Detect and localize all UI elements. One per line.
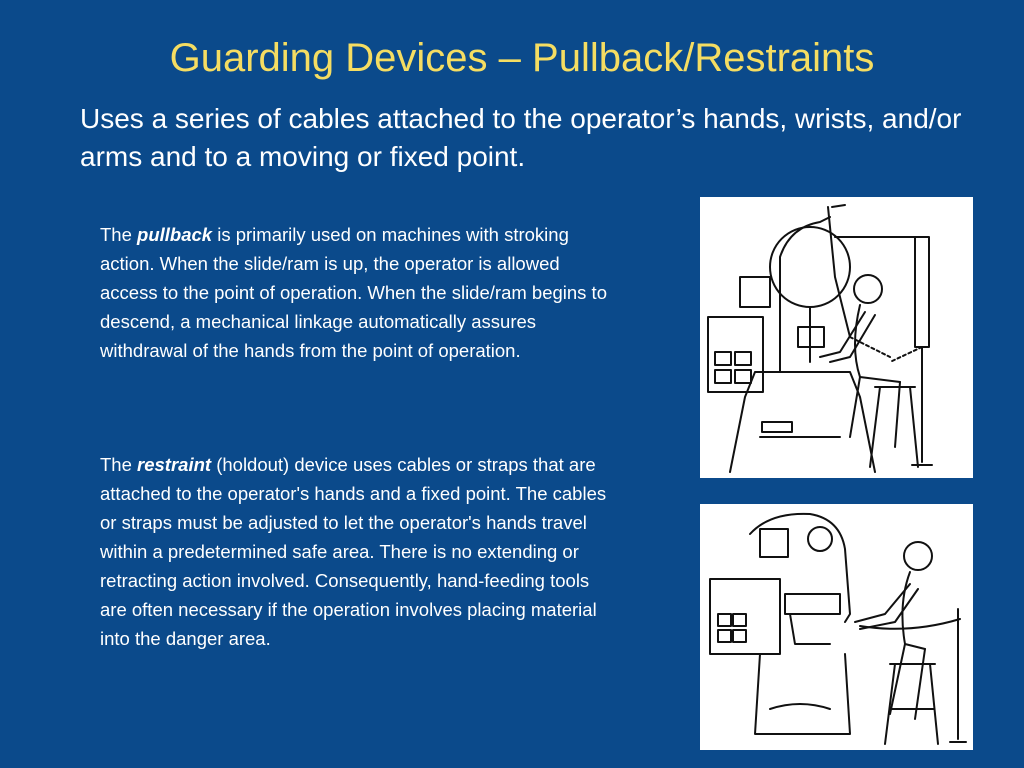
slide-subtitle: Uses a series of cables attached to the operator’s hands, wrists, and/or arms and to a moving or fixed point. <box>80 103 962 172</box>
pullback-paragraph <box>100 220 620 365</box>
restraint-paragraph <box>100 450 620 653</box>
restraint-illustration <box>700 504 973 750</box>
slide-title: Guarding Devices – Pullback/Restraints <box>169 36 875 80</box>
restraint-intro: The <box>100 454 138 475</box>
restraint-body: (holdout) device uses cables or straps that are attached to the operator's hands and a fixed point. The cables or straps must be adjusted to let the operator's hands travel within a predetermined safe area. There is no extending or retracting action involved. Consequently, hand-feeding tools are often necessary if the operation involves placing material into the danger area. <box>100 454 607 649</box>
pullback-term: pullback <box>137 224 213 245</box>
pullback-body: is primarily used on machines with stroking action. When the slide/ram is up, the operator is allowed access to the point of operation. When the slide/ram begins to descend, a mechanical linkage automatically assures withdrawal of the hands from the point of operation. <box>100 224 607 361</box>
restraint-term: restraint <box>137 454 212 475</box>
pullback-illustration <box>700 197 973 478</box>
pullback-intro: The <box>100 224 138 245</box>
